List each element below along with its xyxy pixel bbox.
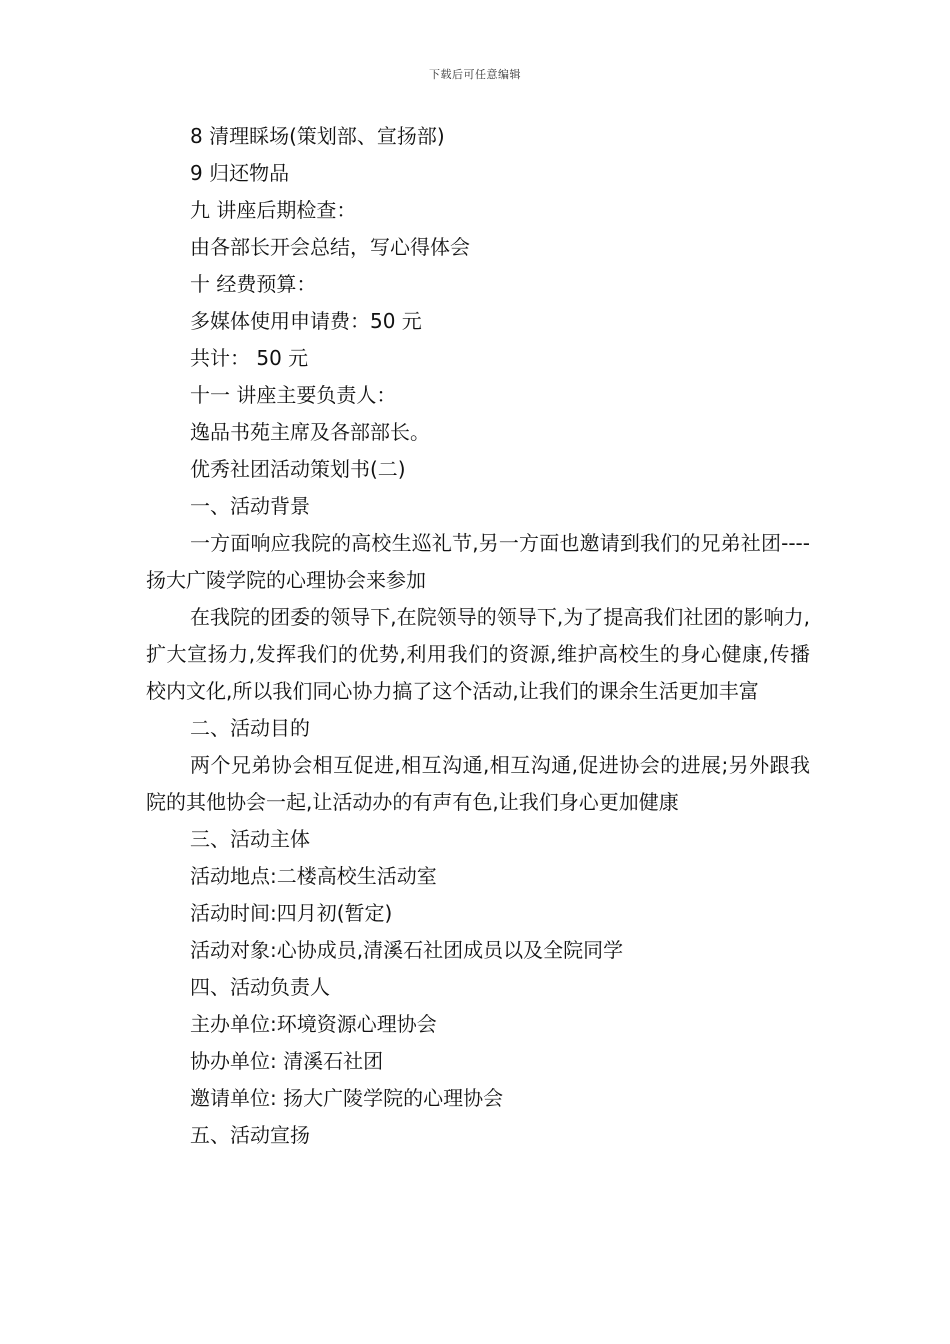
text-line-host: 主办单位:环境资源心理协会 bbox=[190, 1012, 437, 1036]
section-heading-budget: 十 经费预算： bbox=[190, 272, 317, 296]
document-body bbox=[146, 118, 810, 1154]
text-line-chairs: 逸品书苑主席及各部部长。 bbox=[190, 420, 430, 444]
paragraph-purpose: 两个兄弟协会相互促进,相互沟通,相互沟通,促进协会的进展;另外跟我院的其他协会一起,让活动办的有声有色,让我们身心更加健康 bbox=[146, 753, 810, 814]
text-line-time: 活动时间:四月初(暂定) bbox=[190, 901, 393, 925]
section-heading-purpose: 二、活动目的 bbox=[190, 716, 310, 740]
text-line-return-items: 9 归还物品 bbox=[190, 161, 290, 185]
text-line-location: 活动地点:二楼高校生活动室 bbox=[190, 864, 437, 888]
text-line-co-host: 协办单位: 清溪石社团 bbox=[190, 1049, 384, 1073]
section-heading-promotion: 五、活动宣扬 bbox=[190, 1123, 310, 1147]
header-note: 下载后可任意编辑 bbox=[429, 68, 521, 81]
text-line-audience: 活动对象:心协成员,清溪石社团成员以及全院同学 bbox=[190, 938, 624, 962]
section-heading-subject: 三、活动主体 bbox=[190, 827, 310, 851]
text-line-invited: 邀请单位: 扬大广陵学院的心理协会 bbox=[190, 1086, 504, 1110]
section-heading-background: 一、活动背景 bbox=[190, 494, 310, 518]
text-line-total: 共计： 50 元 bbox=[190, 346, 309, 370]
section-heading-organizers: 四、活动负责人 bbox=[190, 975, 330, 999]
document-title-part-two: 优秀社团活动策划书(二) bbox=[190, 457, 406, 481]
paragraph-background-1: 一方面响应我院的高校生巡礼节,另一方面也邀请到我们的兄弟社团----扬大广陵学院的心理协会来参加 bbox=[146, 531, 810, 592]
text-line-summary: 由各部长开会总结，写心得体会 bbox=[190, 235, 470, 259]
section-heading-responsible: 十一 讲座主要负责人： bbox=[190, 383, 397, 407]
paragraph-background-2: 在我院的团委的领导下,在院领导的领导下,为了提高我们社团的影响力,扩大宣扬力,发挥我们的优势,利用我们的资源,维护高校生的身心健康,传播校内文化,所以我们同心协力搞了这个活动,让我们的课余生活更加丰富 bbox=[146, 605, 810, 703]
section-heading-post-check: 九 讲座后期检查： bbox=[190, 198, 357, 222]
text-line-cleanup: 8 清理睬场(策划部、宣扬部) bbox=[190, 124, 445, 148]
text-line-media-fee: 多媒体使用申请费：50 元 bbox=[190, 309, 422, 333]
